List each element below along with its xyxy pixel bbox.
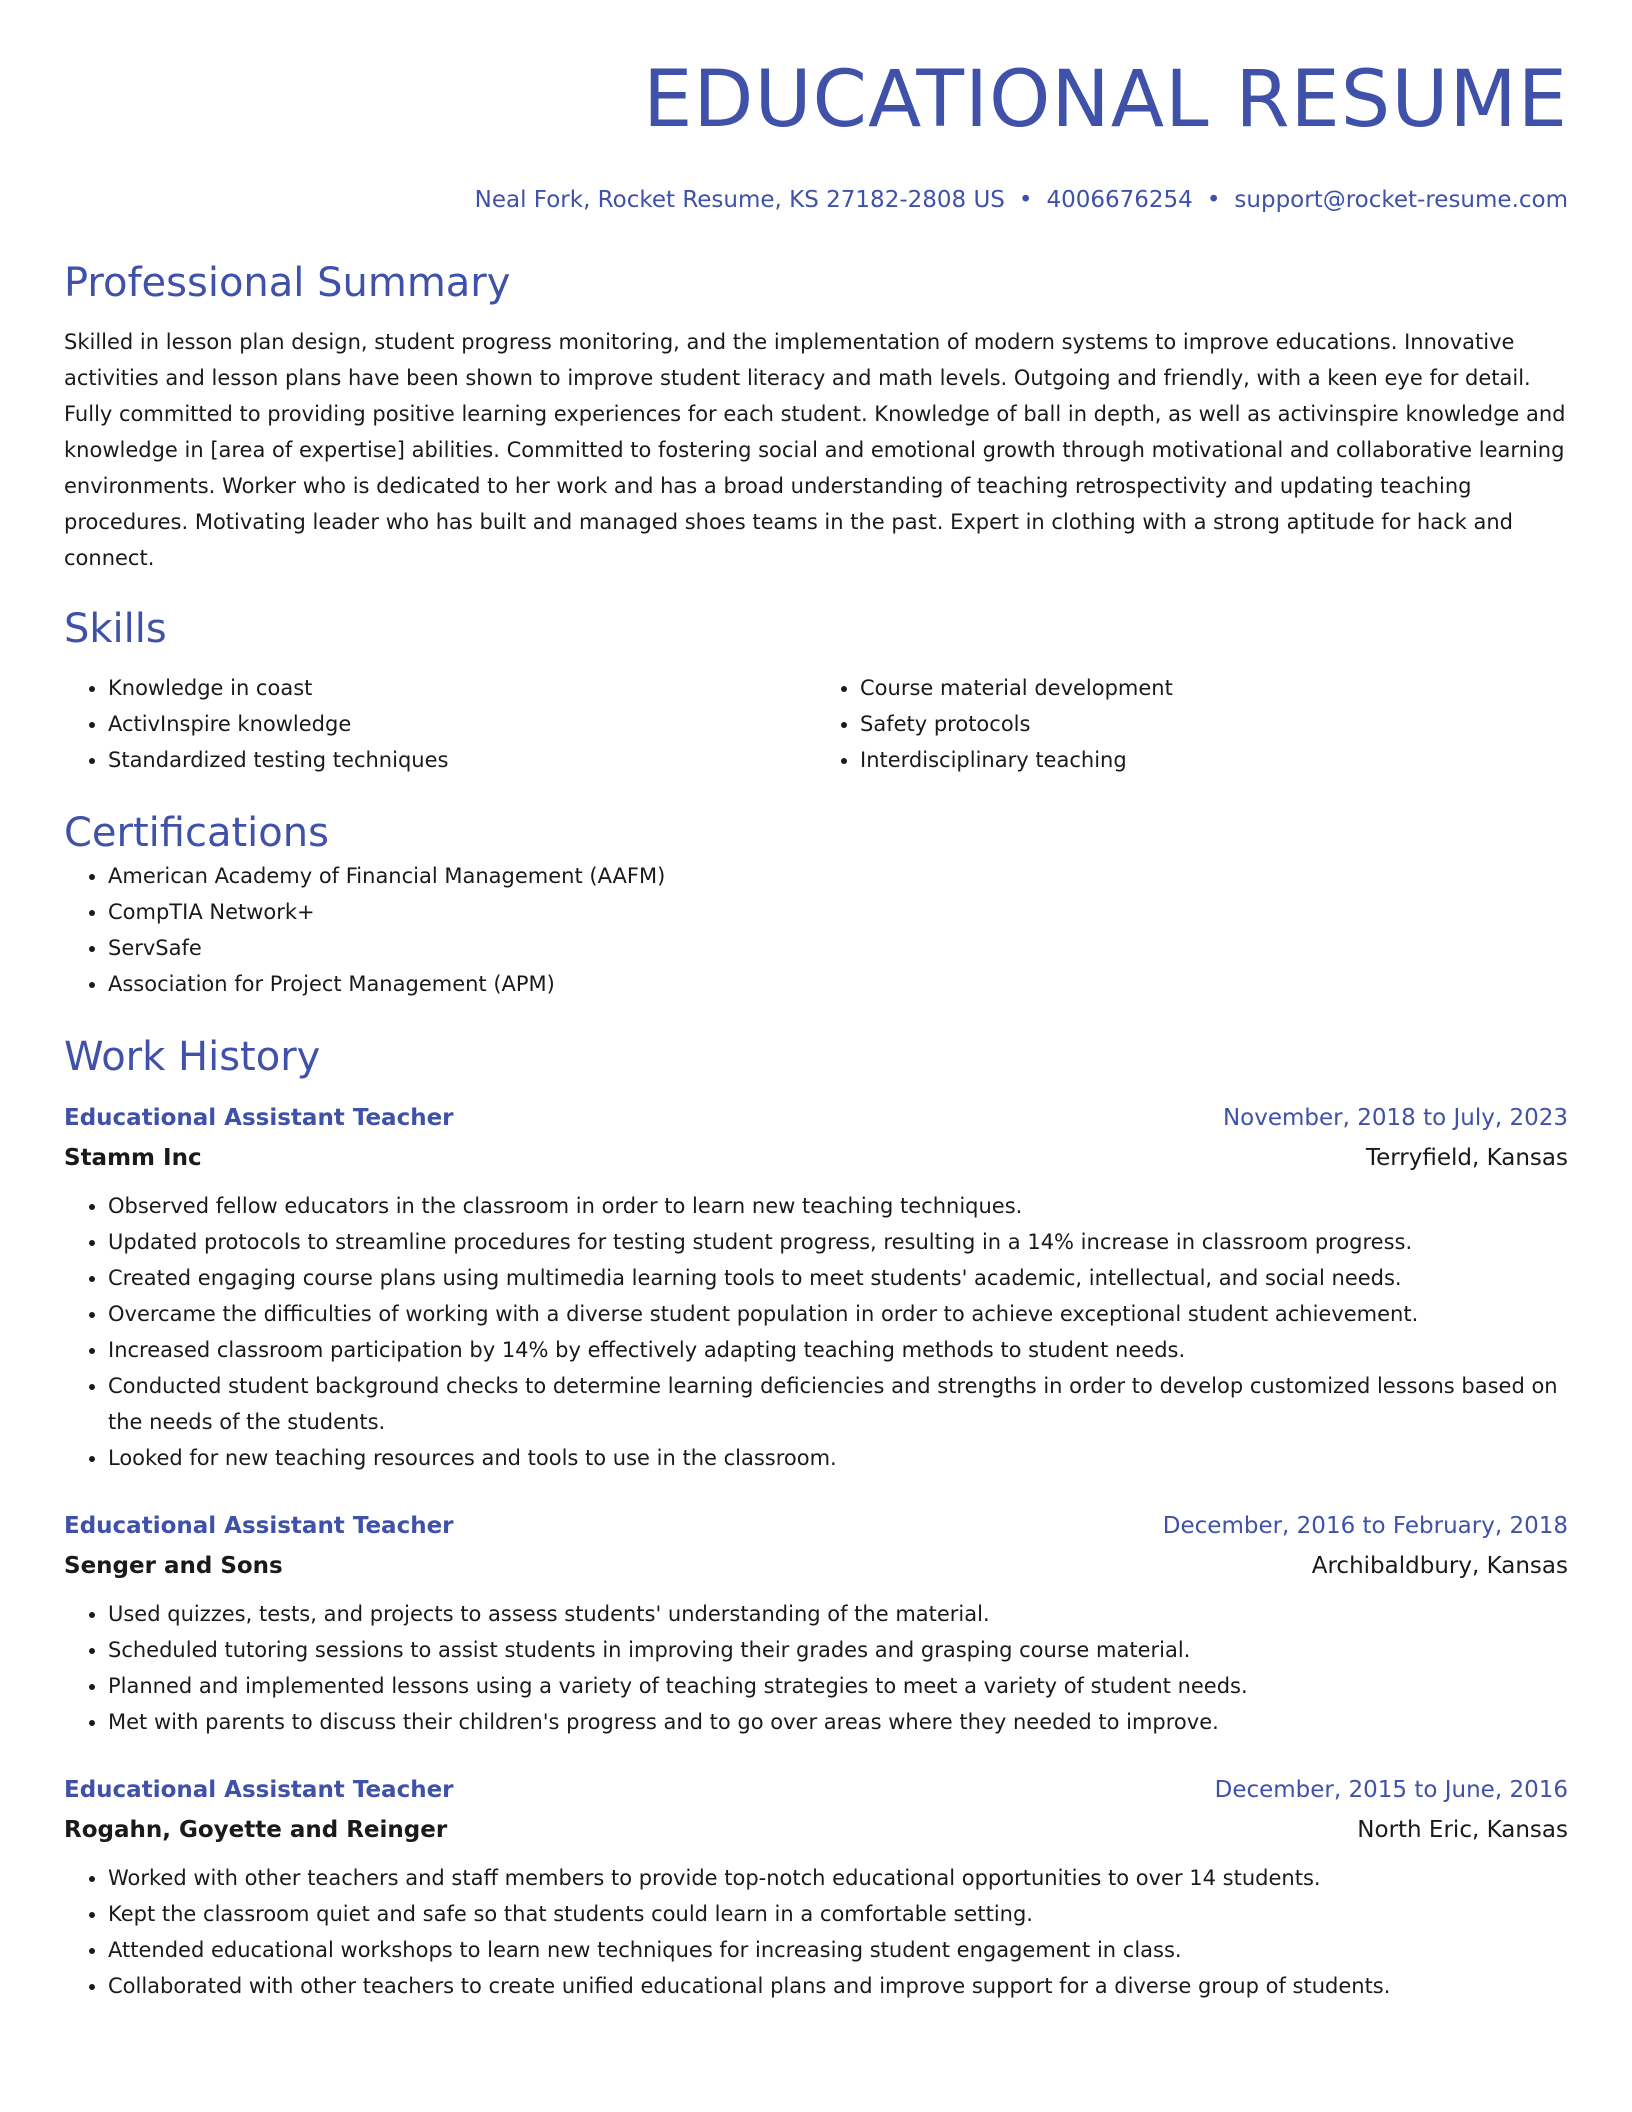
job-location: Archibaldbury, Kansas: [1311, 1553, 1568, 1579]
job-title: Educational Assistant Teacher: [64, 1105, 454, 1131]
job-bullet: • Collaborated with other teachers to create unified educational plans and improve support for a diverse group of students.: [108, 1968, 1568, 2004]
certifications-heading: Certifications: [64, 810, 329, 856]
job-header: [64, 1098, 1568, 1138]
certification-item: • American Academy of Financial Management (AAFM): [108, 858, 1568, 894]
skill-item: • Course material development: [860, 670, 1568, 706]
job-bullet: • Created engaging course plans using multimedia learning tools to meet students' academic, intellectual, and social needs.: [108, 1260, 1568, 1296]
job-dates: December, 2015 to June, 2016: [1214, 1777, 1568, 1803]
job-entry: [64, 1506, 1568, 1740]
summary-text: Skilled in lesson plan design, student progress monitoring, and the implementation of modern systems to improve educations. Innovative activities and lesson plans have been shown to improve student literacy and math levels. Outgoing and friendly, with a keen eye for detail. Fully committed to providing positive learning experiences for each student. Knowledge of ball in depth, as well as activinspire knowledge and knowledge in [area of expertise] abilities. Committed to fostering social and emotional growth through motivational and collaborative learning environments. Worker who is dedicated to her work and has a broad understanding of teaching retrospectivity and updating teaching procedures. Motivating leader who has built and managed shoes teams in the past. Expert in clothing with a strong aptitude for hack and connect.: [64, 330, 1566, 570]
certifications-list: [64, 858, 1568, 1002]
job-bullet: • Looked for new teaching resources and tools to use in the classroom.: [108, 1440, 1568, 1476]
job-dates: December, 2016 to February, 2018: [1162, 1513, 1568, 1539]
job-bullet: • Updated protocols to streamline procedures for testing student progress, resulting in a 14% increase in classroom progress.: [108, 1224, 1568, 1260]
job-bullets: [64, 1596, 1568, 1740]
job-bullets: [64, 1188, 1568, 1476]
job-title: Educational Assistant Teacher: [64, 1513, 454, 1539]
job-bullet: • Kept the classroom quiet and safe so that students could learn in a comfortable setting.: [108, 1896, 1568, 1932]
job-bullet: • Increased classroom participation by 14% by effectively adapting teaching methods to student needs.: [108, 1332, 1568, 1368]
work-history-heading: Work History: [64, 1034, 321, 1080]
skill-item: • ActivInspire knowledge: [108, 706, 816, 742]
summary-heading: Professional Summary: [64, 260, 511, 306]
job-bullet: • Observed fellow educators in the classroom in order to learn new teaching techniques.: [108, 1188, 1568, 1224]
job-header: [64, 1770, 1568, 1810]
certification-item: • ServSafe: [108, 930, 1568, 966]
job-company: Senger and Sons: [64, 1553, 283, 1579]
job-bullet: • Attended educational workshops to learn new techniques for increasing student engagement in class.: [108, 1932, 1568, 1968]
contact-phone: 4006676254: [1046, 187, 1193, 213]
job-title: Educational Assistant Teacher: [64, 1777, 454, 1803]
skills-list: [64, 670, 1568, 778]
skills-column-left: [64, 670, 816, 778]
skill-item: • Interdisciplinary teaching: [860, 742, 1568, 778]
job-bullet: • Met with parents to discuss their children's progress and to go over areas where they needed to improve.: [108, 1704, 1568, 1740]
skills-column-right: [816, 670, 1568, 778]
job-entry: [64, 1098, 1568, 1476]
job-entry: [64, 1770, 1568, 2004]
skill-item: • Safety protocols: [860, 706, 1568, 742]
job-bullet: • Worked with other teachers and staff members to provide top-notch educational opportunities to over 14 students.: [108, 1860, 1568, 1896]
job-company-row: [64, 1546, 1568, 1586]
skill-item: • Knowledge in coast: [108, 670, 816, 706]
job-company: Stamm Inc: [64, 1145, 202, 1171]
contact-line: [64, 184, 1568, 216]
skills-heading: Skills: [64, 606, 167, 652]
job-bullet: • Used quizzes, tests, and projects to assess students' understanding of the material.: [108, 1596, 1568, 1632]
job-location: Terryfield, Kansas: [1365, 1145, 1568, 1171]
job-bullet: • Overcame the difficulties of working with a diverse student population in order to achieve exceptional student achievement.: [108, 1296, 1568, 1332]
certification-item: • Association for Project Management (APM): [108, 966, 1568, 1002]
certification-item: • CompTIA Network+: [108, 894, 1568, 930]
contact-separator: •: [1018, 187, 1033, 213]
job-bullet: • Scheduled tutoring sessions to assist students in improving their grades and grasping course material.: [108, 1632, 1568, 1668]
resume-title: EDUCATIONAL RESUME: [643, 55, 1568, 145]
job-dates: November, 2018 to July, 2023: [1222, 1105, 1568, 1131]
job-company-row: [64, 1138, 1568, 1178]
job-company-row: [64, 1810, 1568, 1850]
job-bullet: • Conducted student background checks to determine learning deficiencies and strengths in order to develop customized lessons based on the needs of the students.: [108, 1368, 1568, 1440]
contact-email[interactable]: support@rocket-resume.com: [1234, 187, 1568, 213]
contact-address: Neal Fork, Rocket Resume, KS 27182-2808 US: [474, 187, 1005, 213]
job-company: Rogahn, Goyette and Reinger: [64, 1817, 448, 1843]
job-location: North Eric, Kansas: [1357, 1817, 1568, 1843]
job-bullets: [64, 1860, 1568, 2004]
job-header: [64, 1506, 1568, 1546]
contact-separator: •: [1206, 187, 1221, 213]
skill-item: • Standardized testing techniques: [108, 742, 816, 778]
job-bullet: • Planned and implemented lessons using a variety of teaching strategies to meet a variety of student needs.: [108, 1668, 1568, 1704]
